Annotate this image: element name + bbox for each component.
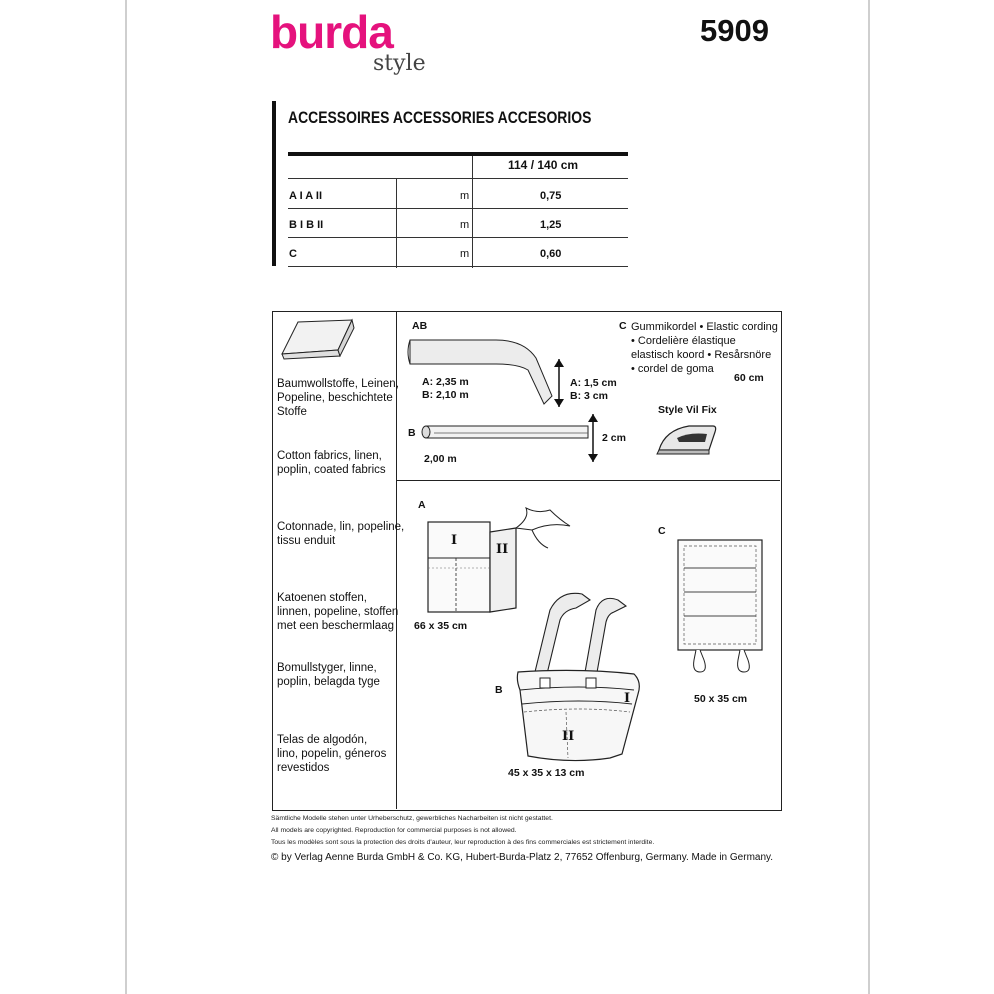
table-rule [288, 178, 628, 179]
table-row-unit: m [460, 219, 470, 231]
copyright-line: © by Verlag Aenne Burda GmbH & Co. KG, Hubert-Burda-Platz 2, 77652 Offenburg, Germany. Made in Germany. [271, 852, 774, 863]
table-divider-value [472, 156, 473, 268]
notion-ab-width-b: B: 3 cm [570, 390, 608, 402]
table-top-rule [288, 152, 628, 156]
width-arrow-icon [587, 412, 599, 464]
page-edge-right [868, 0, 870, 994]
table-row-value: 0,60 [540, 248, 562, 260]
pattern-number: 5909 [700, 13, 769, 48]
table-divider-unit [396, 179, 397, 268]
fabric-desc-sv: Bomullstyger, linne, poplin, belagda tyge [277, 662, 380, 688]
notion-ab-label: AB [412, 320, 428, 332]
brand-logo-sub: style [373, 51, 426, 76]
view-c-size: 50 x 35 cm [694, 693, 748, 705]
view-b-label: B [495, 684, 503, 696]
view-c-label: C [658, 525, 666, 537]
notion-c-description: Gummikordel • Elastic cording • Cordelière élastique elastisch koord • Resårsnöre • cordel de goma [631, 321, 778, 375]
table-row-view: A I A II [289, 190, 322, 202]
page-edge-left [125, 0, 127, 994]
brand-logo-main: burda [270, 6, 393, 58]
view-b-part-2: II [562, 729, 575, 744]
views-divider [397, 480, 780, 481]
view-a-size: 66 x 35 cm [414, 620, 468, 632]
brand-logo [270, 4, 450, 76]
requirements-title: ACCESSOIRES ACCESSORIES ACCESORIOS [288, 108, 592, 127]
width-arrow-icon [553, 357, 565, 409]
view-b-drawing [510, 586, 660, 766]
legal-en: All models are copyrighted. Reproduction for commercial purposes is not allowed. [271, 827, 517, 834]
view-c-drawing [672, 534, 768, 680]
folded-tape-drawing [420, 420, 592, 450]
vilfix-label: Style Vil Fix [658, 404, 717, 416]
table-rule [288, 237, 628, 238]
table-row-value: 1,25 [540, 219, 562, 231]
notion-ab-width-a: A: 1,5 cm [570, 377, 617, 389]
table-row-unit: m [460, 248, 470, 260]
legal-de: Sämtliche Modelle stehen unter Urheberschutz, gewerbliches Nacharbeiten ist nicht gestattet. [271, 815, 553, 822]
view-a-part-1: I [451, 533, 458, 548]
fabric-desc-es: Telas de algodón, lino, popelin, géneros revestidos [277, 734, 387, 774]
view-a-label: A [418, 499, 426, 511]
legal-fr: Tous les modèles sont sous la protection des droits d'auteur, leur reproduction à des fins commerciales est strictement interdite. [271, 839, 655, 846]
table-row-view: C [289, 248, 297, 260]
table-rule [288, 266, 628, 267]
notion-c-length: 60 cm [734, 372, 764, 384]
view-a-part-2: II [496, 542, 509, 557]
fabric-desc-nl: Katoenen stoffen, linnen, popeline, stoffen met een beschermlaag [277, 592, 399, 632]
notion-b-width: 2 cm [602, 432, 626, 444]
view-b-part-1: I [624, 691, 631, 706]
notion-ab-length-b: B: 2,10 m [422, 389, 469, 401]
fabric-desc-fr: Cotonnade, lin, popeline, tissu enduit [277, 521, 405, 547]
notion-b-length: 2,00 m [424, 453, 457, 465]
table-row-unit: m [460, 190, 470, 202]
fabric-desc-de: Baumwollstoffe, Leinen, Popeline, beschichtete Stoffe [277, 378, 399, 418]
table-row-view: B I B II [289, 219, 324, 231]
table-rule [288, 208, 628, 209]
fabric-desc-en: Cotton fabrics, linen, poplin, coated fabrics [277, 450, 386, 476]
notion-ab-length-a: A: 2,35 m [422, 376, 469, 388]
notion-b-label: B [408, 427, 416, 439]
table-width-header: 114 / 140 cm [508, 158, 579, 172]
fabric-bolt-icon [278, 314, 358, 360]
notion-c-label: C [619, 320, 627, 332]
view-b-size: 45 x 35 x 13 cm [508, 767, 585, 779]
iron-icon [655, 418, 721, 458]
table-row-value: 0,75 [540, 190, 562, 202]
requirements-side-bar [272, 101, 276, 266]
